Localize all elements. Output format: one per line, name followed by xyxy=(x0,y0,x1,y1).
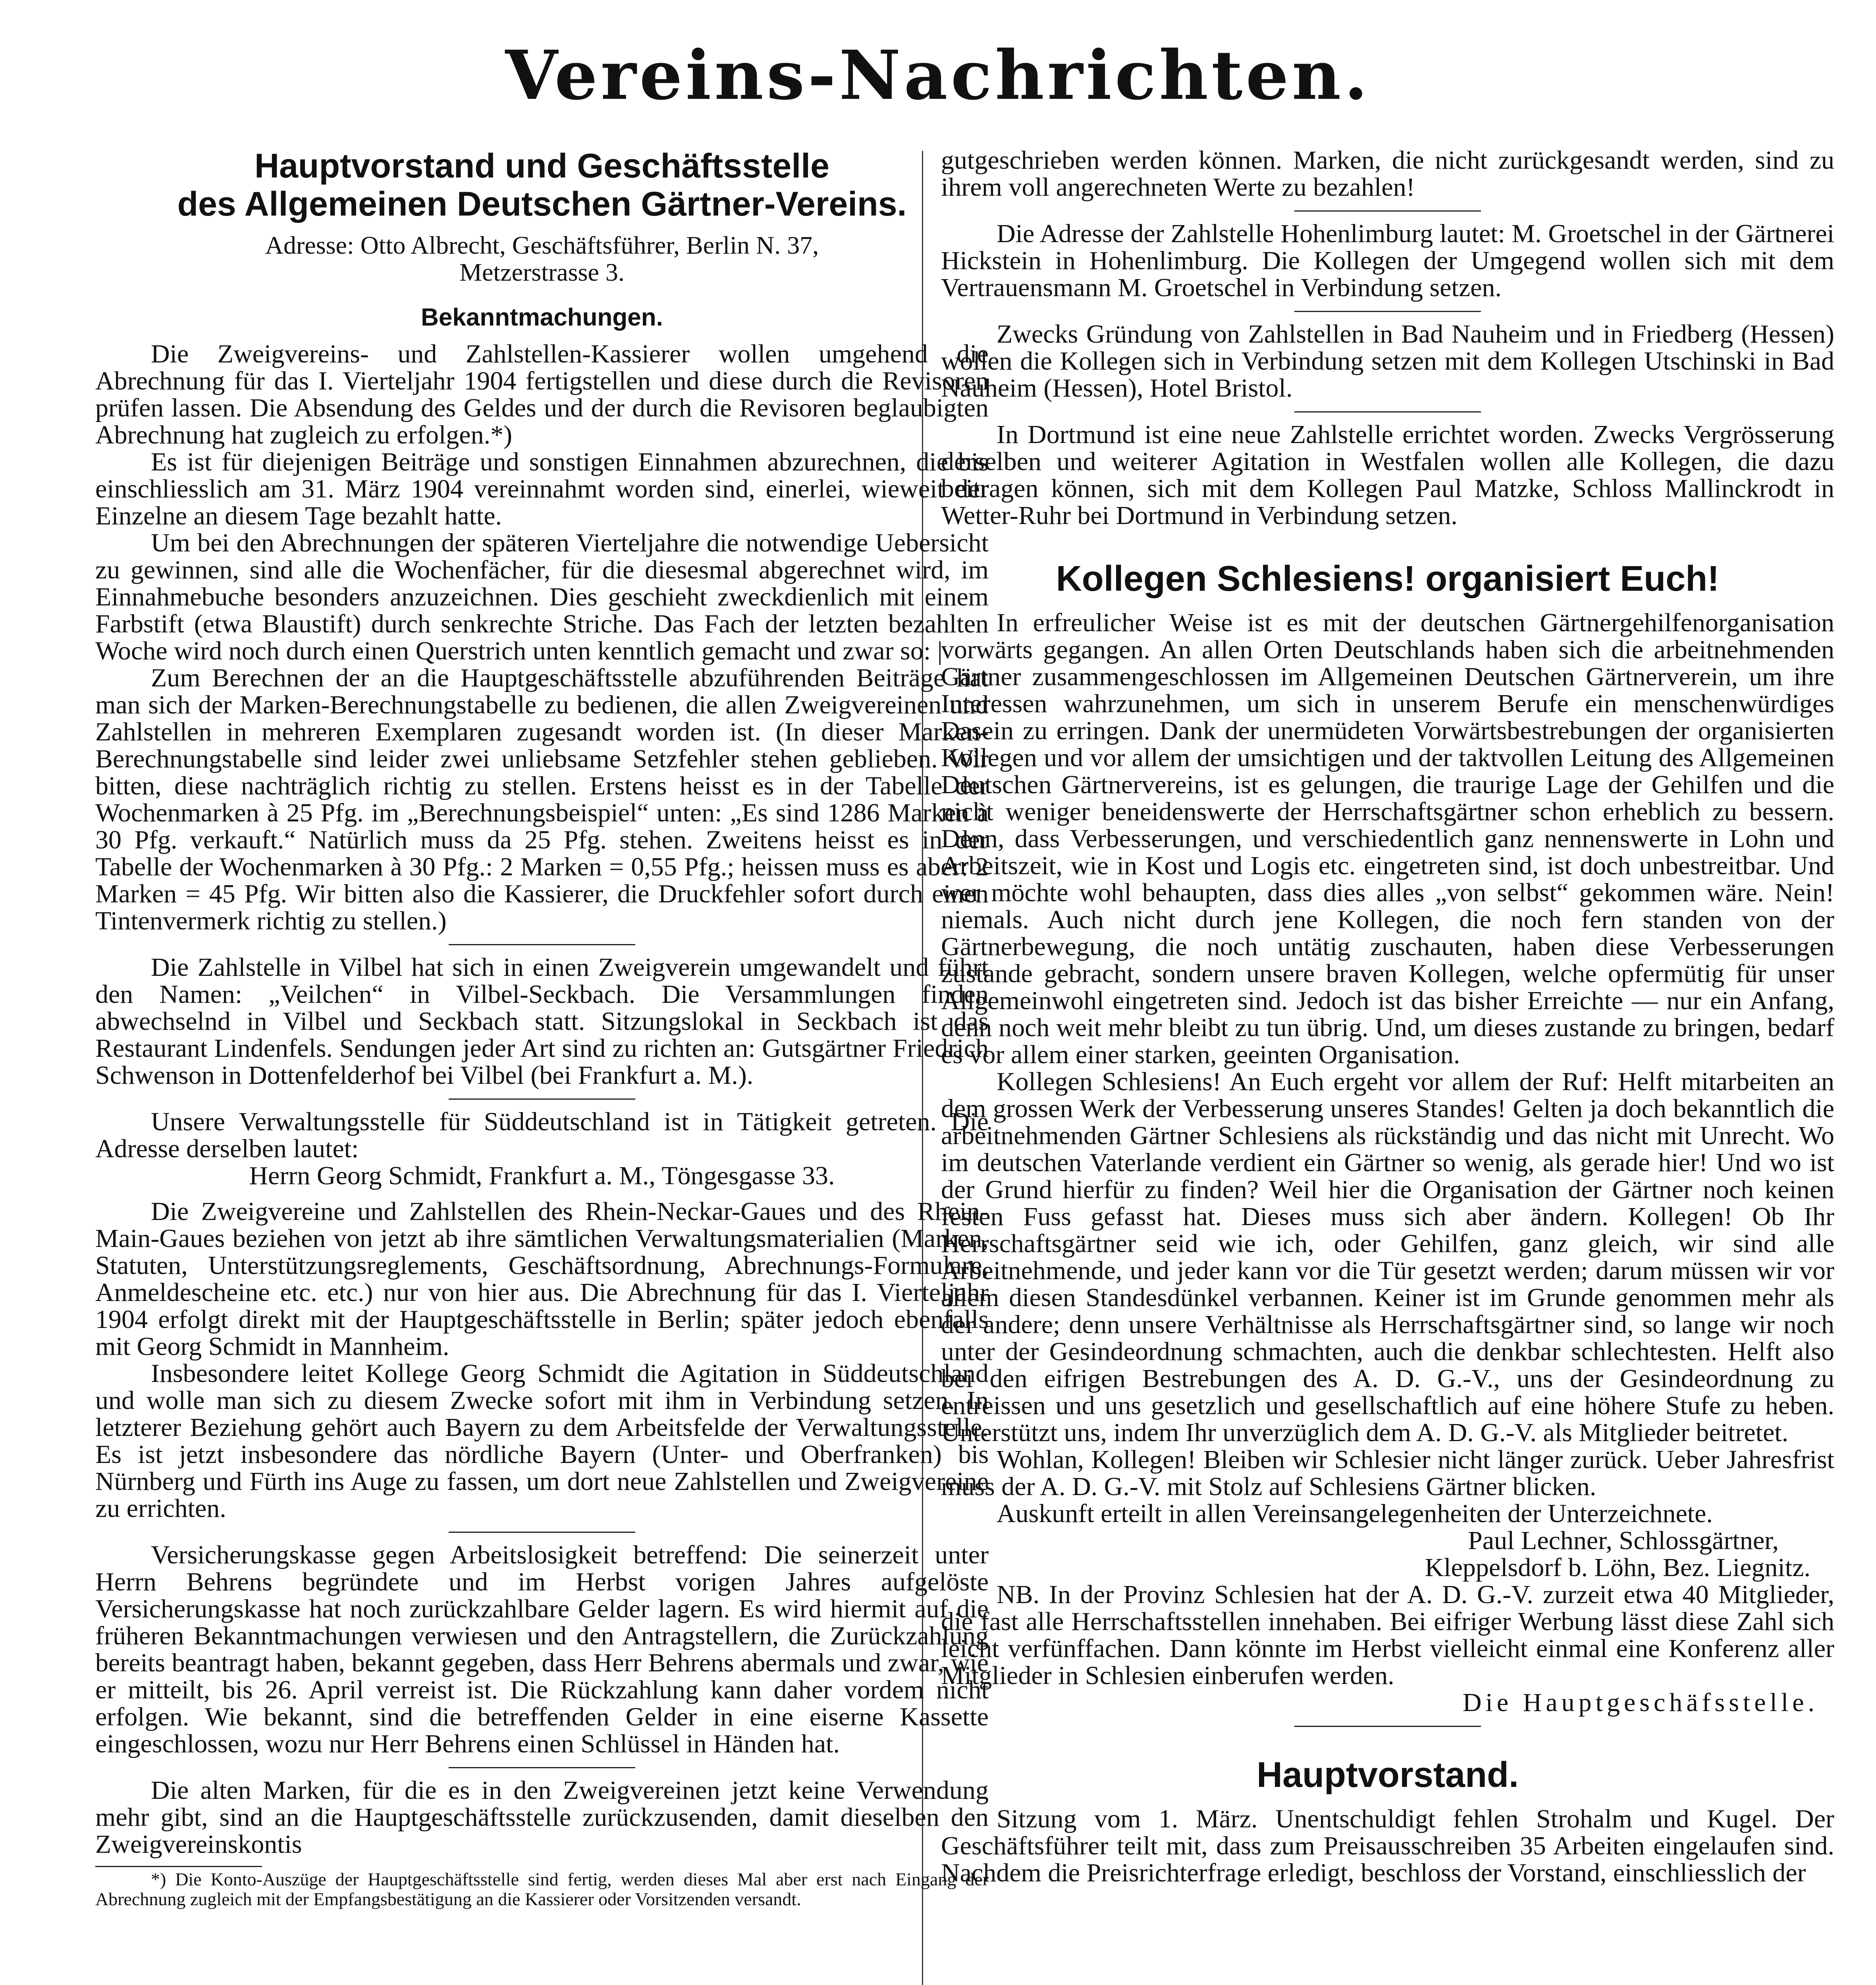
footnote: *) Die Konto-Auszüge der Hauptgeschäftsstelle sind fertig, werden dieses Mal aber erst nach Eingang der Abrechnung zugleich mit der Empfangsbestätigung an die Kassierer oder Vorsitzenden versandt. xyxy=(95,1869,989,1909)
signature-place: Kleppelsdorf b. Löhn, Bez. Liegnitz. xyxy=(1425,1553,1810,1582)
masthead-title: Vereins-Nachrichten. xyxy=(505,36,1371,115)
notice-berechnen: Zum Berechnen der an die Hauptgeschäftsstelle abzuführenden Beiträge hat man sich der Marken-Berechnungstabelle zu bedienen, die allen Zweigvereinen und Zahlstellen in mehreren Exemplaren zugesandt worden ist. (In dieser Marken-Berechnungstabelle sind leider zwei unliebsame Setzfehler stehen geblieben. Wir bitten, diese nachträglich richtig zu stellen. Erstens heisst es in der Tabelle der Wochenmarken à 25 Pfg. im „Berechnungsbeispiel“ unten: „Es sind 1286 Marken à 30 Pfg. verkauft.“ Natürlich muss da 25 Pfg. stehen. Zweitens heisst es in der Tabelle der Wochenmarken à 30 Pfg.: 2 Marken = 0,55 Pfg.; heissen muss es aber: 2 Marken = 45 Pfg. Wir bitten also die Kassierer, die Druckfehler sofort durch einen Tintenvermerk richtig zu stellen.) xyxy=(95,663,989,935)
notice-dortmund: In Dortmund ist eine neue Zahlstelle errichtet worden. Zwecks Vergrösserung derselben und weiterer Agitation in Westfalen wollen alle Kollegen, die dazu beitragen können, sich mit dem Kollegen Paul Matzke, Schloss Mallinckrodt in Wetter-Ruhr bei Dortmund in Verbindung setzen. xyxy=(941,420,1834,530)
notice-rhein-gaue: Die Zweigvereine und Zahlstellen des Rhein-Neckar-Gaues und des Rhein-Main-Gaues beziehen von jetzt ab ihre sämtlichen Verwaltungsmaterialien (Marken, Statuten, Unterstützungsreglements, Geschäftsordnung, Abrechnungs-Formulare, Anmeldescheine etc. etc.) nur von hier aus. Die Abrechnung für das I. Vierteljahr 1904 erfolgt direkt mit der Hauptgeschäftsstelle in Berlin; später jedoch ebenfalls mit Georg Schmidt in Mannheim. xyxy=(95,1197,989,1361)
signature-name: Paul Lechner, Schlossgärtner, xyxy=(1468,1526,1779,1555)
schlesien-heading: Kollegen Schlesiens! organisiert Euch! xyxy=(1056,559,1720,599)
section-rule xyxy=(449,944,635,945)
hauptvorstand-sitzung: Sitzung vom 1. März. Unentschuldigt fehlen Strohalm und Kugel. Der Geschäftsführer teilt mit, dass zum Preisausschreiben 35 Arbeiten eingelaufen sind. Nachdem die Preisrichterfrage erledigt, beschloss der Vorstand, einschliesslich der xyxy=(941,1804,1834,1887)
notice-hohenlimburg: Die Adresse der Zahlstelle Hohenlimburg lautet: M. Groetschel in der Gärtnerei Hickstein in Hohenlimburg. Die Kollegen der Umgegend wollen sich mit dem Vertrauensmann M. Groetschel in Verbindung setzen. xyxy=(941,219,1834,302)
section-rule xyxy=(1294,411,1481,412)
notice-uebersicht: Um bei den Abrechnungen der späteren Vierteljahre die notwendige Uebersicht zu gewinnen, sind alle die Wochenfächer, für die diesesmal abgerechnet wird, im Einnahmebuche besonders anzuzeichnen. Dies geschieht zweckdienlich mit einem Farbstift (etwa Blaustift) durch senkrechte Striche. Das Fach der letzten bezahlten Woche wird noch durch einen Querstrich unten kenntlich gemacht und zwar so: | xyxy=(95,528,989,665)
section-rule xyxy=(449,1532,635,1533)
schlesien-paragraph-3: Wohlan, Kollegen! Bleiben wir Schlesier nicht länger zurück. Ueber Jahresfrist muss der A. D. G.-V. mit Stolz auf Schlesiens Gärtner blicken. xyxy=(941,1445,1834,1501)
notice-alte-marken: Die alten Marken, für die es in den Zweigvereinen jetzt keine Verwendung mehr gibt, sind an die Hauptgeschäftsstelle zurückzusenden, damit dieselben den Zweigvereinskontis xyxy=(95,1776,989,1859)
section-rule xyxy=(1294,311,1481,312)
notice-versicherungskasse: Versicherungskasse gegen Arbeitslosigkeit betreffend: Die seinerzeit unter Herrn Behrens begründete und im Herbst vorigen Jahres aufgelöste Versicherungskasse hat noch zurückzahlbare Gelder lagern. Es wird hiermit auf die früheren Bekanntmachungen verwiesen und den Antragstellern, die Zurückzahlung bereits beantragt haben, bekannt gegeben, dass Herr Behrens abermals und zwar, wie er mitteilt, bis 26. April verreist ist. Die Rückzahlung kann daher vordem nicht erfolgen. Wie bekannt, sind die betreffenden Gelder in eine eiserne Kassette eingeschlossen, wozu nur Herr Behrens einen Schlüssel in Händen hat. xyxy=(95,1540,989,1758)
signature-hauptgeschaeftsstelle: Die Hauptgeschäfsstelle. xyxy=(1462,1688,1818,1717)
notice-bad-nauheim: Zwecks Gründung von Zahlstellen in Bad Nauheim und in Friedberg (Hessen) wollen die Kollegen sich in Verbindung setzen mit dem Kollegen Utschinski in Bad Nauheim (Hessen), Hotel Bristol. xyxy=(941,320,1834,403)
left-column xyxy=(95,147,989,1985)
address-line-2: Metzerstrasse 3. xyxy=(459,258,625,286)
schlesien-paragraph-1: In erfreulicher Weise ist es mit der deutschen Gärtnergehilfenorganisation vorwärts gegangen. An allen Orten Deutschlands haben sich die arbeitnehmenden Gärtner zusammengeschlossen im Allgemeinen Deutschen Gärtnerverein, um ihre Interessen wahrzunehmen, um sich in unserem Berufe ein menschenwürdiges Dasein zu erringen. Dank der unermüdeten Vorwärtsbestrebungen der organisierten Kollegen und vor allem der umsichtigen und der taktvollen Leitung des Allgemeinen Deutschen Gärtnervereins, ist es gelungen, die traurige Lage der Gehilfen und die nicht weniger beneidenswerte der Herrschaftsgärtner schon erheblich zu bessern. Denn, dass Verbesserungen, und verschiedentlich ganz nennenswerte in Lohn und Arbeitszeit, wie in Kost und Logis etc. eingetreten sind, ist doch unbestreitbar. Und wer möchte wohl behaupten, dass dies alles „von selbst“ gekommen wäre. Nein! niemals. Auch nicht durch jene Kollegen, die noch fern standen von der Gärtnerbewegung, die noch untätig zuschauten, haben diese Verbesserungen zustande gebracht, sondern unsere braven Kollegen, welche opfermütig für unser Allgemeinwohl eingetreten sind. Jedoch ist das bisher Erreichte — nur ein Anfang, denn noch weit mehr bleibt zu tun übrig. Und, um dieses zustande zu bringen, bedarf es vor allem einer starken, geeinten Organisation. xyxy=(941,608,1834,1069)
notice-agitation: Insbesondere leitet Kollege Georg Schmidt die Agitation in Süddeutschland und wolle man sich zu diesem Zwecke sofort mit ihm in Verbindung setzen. In letzterer Beziehung gehört auch Bayern zu dem Arbeitsfelde der Verwaltungsstelle. Es ist jetzt insbesondere das nördliche Bayern (Unter- und Oberfranken) bis Nürnberg und Fürth ins Auge zu fassen, um dort neue Zahlstellen und Zweigvereine zu errichten. xyxy=(95,1359,989,1523)
schlesien-paragraph-2: Kollegen Schlesiens! An Euch ergeht vor allem der Ruf: Helft mitarbeiten an dem grossen Werk der Verbesserung unseres Standes! Gelten ja doch bekanntlich die arbeitnehmenden Gärtner Schlesiens als rückständig und das nicht mit Unrecht. Wo im deutschen Vaterlande verdient ein Gärtner so wenig, als gerade hier! Und wo ist der Grund hierfür zu finden? Weil hier die Organisation der Gärtner noch keinen festen Fuss gefasst hat. Dieses muss sich aber ändern. Kollegen! Ob Ihr Herrschaftsgärtner seid wie ich, oder Gehilfen, ganz gleich, wir sind alle Arbeitnehmende, und jeder kann vor die Tür gesetzt werden; darum müssen wir vor allem diesen Standesdünkel verbannen. Keiner ist im Grunde genommen mehr als der andere; denn unsere Verhältnisse als Herrschaftsgärtner sind, so lange wir noch unter der Gesindeordnung schmachten, auch die denkbar schlechtesten. Helft also bei den eifrigen Bestrebungen des A. D. G.-V., uns der Gesindeordnung zu entreissen und uns gesetzlich und gesellschaftlich auf eine höhere Stufe zu heben. Unterstützt uns, indem Ihr unverzüglich dem A. D. G.-V. als Mitglieder beitretet. xyxy=(941,1067,1834,1447)
section-rule xyxy=(449,1098,635,1100)
bekanntmachungen-heading: Bekanntmachungen. xyxy=(421,304,663,331)
schmidt-address: Herrn Georg Schmidt, Frankfurt a. M., Töngesgasse 33. xyxy=(249,1161,835,1190)
section-rule xyxy=(1294,210,1481,212)
right-column xyxy=(941,147,1834,1985)
hauptvorstand-heading: Hauptvorstand. xyxy=(1256,1755,1519,1795)
notice-sueddeutschland: Unsere Verwaltungsstelle für Süddeutschland ist in Tätigkeit getreten. Die Adresse derselben lautet: xyxy=(95,1107,989,1163)
notice-kassierer: Die Zweigvereins- und Zahlstellen-Kassierer wollen umgehend die Abrechnung für das I. Vierteljahr 1904 fertigstellen und diese durch die Revisoren prüfen lassen. Die Absendung des Geldes und der durch die Revisoren beglaubigten Abrechnung hat zugleich zu erfolgen.*) xyxy=(95,339,989,449)
address-line-1: Adresse: Otto Albrecht, Geschäftsführer, Berlin N. 37, xyxy=(265,231,819,259)
section-rule xyxy=(1294,1726,1481,1727)
org-title-line-2: des Allgemeinen Deutschen Gärtner-Vereins. xyxy=(177,185,907,223)
notice-beitraege: Es ist für diejenigen Beiträge und sonstigen Einnahmen abzurechnen, die bis einschliesslich am 31. März 1904 vereinnahmt worden sind, einerlei, wieweit der Einzelne an diesem Tage bezahlt hatte. xyxy=(95,447,989,530)
section-rule xyxy=(449,1767,635,1768)
org-title-line-1: Hauptvorstand und Geschäftsstelle xyxy=(255,147,829,185)
schlesien-auskunft: Auskunft erteilt in allen Vereinsangelegenheiten der Unterzeichnete. xyxy=(997,1499,1713,1528)
schlesien-nb: NB. In der Provinz Schlesien hat der A. D. G.-V. zurzeit etwa 40 Mitglieder, die fast alle Herrschaftsstellen innehaben. Bei eifriger Werbung lässt diese Zahl sich leicht verfünffachen. Dann könnte im Herbst vielleicht einmal eine Konferenz aller Mitglieder in Schlesien einberufen werden. xyxy=(941,1580,1834,1690)
notice-vilbel: Die Zahlstelle in Vilbel hat sich in einen Zweigverein umgewandelt und führt den Namen: „Veilchen“ in Vilbel-Seckbach. Die Versammlungen finden abwechselnd in Vilbel und Seckbach statt. Sitzungslokal in Seckbach ist das Restaurant Lindenfels. Sendungen jeder Art sind zu richten an: Gutsgärtner Friedrich Schwenson in Dottenfelderhof bei Vilbel (bei Frankfurt a. M.). xyxy=(95,953,989,1090)
notice-gutgeschrieben: gutgeschrieben werden können. Marken, die nicht zurückgesandt werden, sind zu ihrem voll angerechneten Werte zu bezahlen! xyxy=(941,147,1834,202)
footnote-rule xyxy=(95,1866,262,1867)
